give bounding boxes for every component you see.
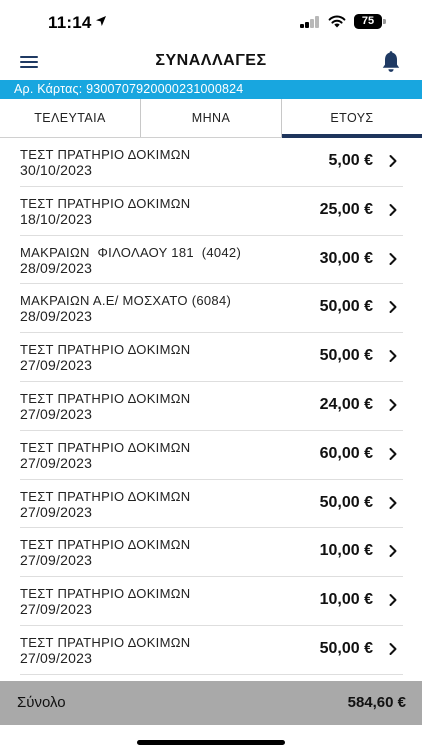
page-title: ΣΥΝΑΛΛΑΓΕΣ bbox=[155, 52, 267, 69]
chevron-right-icon bbox=[388, 154, 398, 168]
nav-header bbox=[0, 44, 422, 80]
transaction-amount: 10,00 € bbox=[319, 591, 373, 609]
transactions-list bbox=[0, 138, 422, 675]
total-bar bbox=[0, 681, 422, 725]
transaction-amount: 50,00 € bbox=[319, 493, 373, 511]
transaction-amount: 24,00 € bbox=[319, 395, 373, 413]
transaction-amount: 25,00 € bbox=[319, 200, 373, 218]
tab-year[interactable]: ΕΤΟΥΣ bbox=[281, 99, 422, 137]
cellular-signal-icon bbox=[300, 16, 320, 28]
transaction-row[interactable] bbox=[20, 236, 403, 285]
transaction-date: 27/09/2023 bbox=[20, 454, 93, 471]
chevron-right-icon bbox=[388, 300, 398, 314]
battery-icon bbox=[354, 14, 386, 29]
location-arrow-icon bbox=[95, 15, 107, 27]
chevron-right-icon bbox=[388, 398, 398, 412]
transaction-row[interactable] bbox=[20, 431, 403, 480]
transaction-date: 27/09/2023 bbox=[20, 357, 93, 374]
transaction-date: 28/09/2023 bbox=[20, 259, 93, 276]
transaction-row[interactable] bbox=[20, 138, 403, 187]
transaction-row[interactable] bbox=[20, 626, 403, 675]
bell-icon[interactable] bbox=[380, 50, 402, 74]
transaction-amount: 10,00 € bbox=[319, 542, 373, 560]
total-label: Σύνολο bbox=[17, 694, 66, 711]
transaction-amount: 50,00 € bbox=[319, 639, 373, 657]
home-area bbox=[0, 725, 422, 750]
transaction-date: 28/09/2023 bbox=[20, 308, 93, 325]
tab-latest[interactable]: ΤΕΛΕΥΤΑΙΑ bbox=[34, 111, 106, 125]
chevron-right-icon bbox=[388, 544, 398, 558]
total-value: 584,60 € bbox=[347, 694, 406, 711]
status-time: 11:14 bbox=[48, 13, 92, 32]
tab-month[interactable]: ΜΗΝΑ bbox=[140, 99, 281, 137]
transaction-amount: 5,00 € bbox=[328, 152, 373, 169]
transaction-date: 27/09/2023 bbox=[20, 601, 93, 618]
transaction-amount: 50,00 € bbox=[319, 298, 373, 316]
transaction-row[interactable] bbox=[20, 187, 403, 236]
transaction-amount: 50,00 € bbox=[319, 347, 373, 365]
transaction-description: ΤΕΣΤ ΠΡΑΤΗΡΙΟ ΔΟΚΙΜΩΝ bbox=[20, 537, 191, 553]
transaction-description: ΤΕΣΤ ΠΡΑΤΗΡΙΟ ΔΟΚΙΜΩΝ bbox=[20, 488, 191, 504]
transaction-description: ΤΕΣΤ ΠΡΑΤΗΡΙΟ ΔΟΚΙΜΩΝ bbox=[20, 586, 191, 602]
transaction-description: ΜΑΚΡΑΙΩΝ Α.Ε/ ΜΟΣΧΑΤΟ (6084) bbox=[20, 293, 232, 309]
transaction-description: ΤΕΣΤ ΠΡΑΤΗΡΙΟ ΔΟΚΙΜΩΝ bbox=[20, 390, 191, 406]
transaction-amount: 30,00 € bbox=[319, 249, 373, 267]
transaction-row[interactable] bbox=[20, 284, 403, 333]
transaction-row[interactable] bbox=[20, 480, 403, 529]
transaction-row[interactable] bbox=[20, 528, 403, 577]
chevron-right-icon bbox=[388, 496, 398, 510]
chevron-right-icon bbox=[388, 252, 398, 266]
chevron-right-icon bbox=[388, 203, 398, 217]
transaction-date: 27/09/2023 bbox=[20, 649, 93, 666]
transaction-date: 18/10/2023 bbox=[20, 210, 93, 227]
chevron-right-icon bbox=[388, 642, 398, 656]
transaction-date: 27/09/2023 bbox=[20, 503, 93, 520]
transaction-description: ΤΕΣΤ ΠΡΑΤΗΡΙΟ ΔΟΚΙΜΩΝ bbox=[20, 342, 191, 358]
transaction-row[interactable] bbox=[20, 333, 403, 382]
status-bar bbox=[0, 0, 422, 44]
wifi-icon bbox=[328, 14, 346, 28]
transaction-date: 27/09/2023 bbox=[20, 552, 93, 569]
transaction-description: ΤΕΣΤ ΠΡΑΤΗΡΙΟ ΔΟΚΙΜΩΝ bbox=[20, 634, 191, 650]
card-number-banner: Αρ. Κάρτας: 9300707920000231000824 bbox=[0, 80, 422, 99]
chevron-right-icon bbox=[388, 593, 398, 607]
transaction-description: ΤΕΣΤ ΠΡΑΤΗΡΙΟ ΔΟΚΙΜΩΝ bbox=[20, 439, 191, 455]
transaction-date: 27/09/2023 bbox=[20, 405, 93, 422]
chevron-right-icon bbox=[388, 349, 398, 363]
transaction-description: ΤΕΣΤ ΠΡΑΤΗΡΙΟ ΔΟΚΙΜΩΝ bbox=[20, 195, 191, 211]
battery-level: 75 bbox=[361, 15, 375, 27]
home-indicator[interactable] bbox=[137, 740, 285, 745]
transaction-description: ΜΑΚΡΑΙΩΝ ΦΙΛΟΛΑΟΥ 181 (4042) bbox=[20, 244, 242, 260]
transaction-description: ΤΕΣΤ ΠΡΑΤΗΡΙΟ ΔΟΚΙΜΩΝ bbox=[20, 147, 191, 162]
transaction-amount: 60,00 € bbox=[319, 444, 373, 462]
period-tabs bbox=[0, 99, 422, 138]
transaction-row[interactable] bbox=[20, 577, 403, 626]
chevron-right-icon bbox=[388, 447, 398, 461]
transaction-row[interactable] bbox=[20, 382, 403, 431]
transaction-date: 30/10/2023 bbox=[20, 162, 93, 178]
